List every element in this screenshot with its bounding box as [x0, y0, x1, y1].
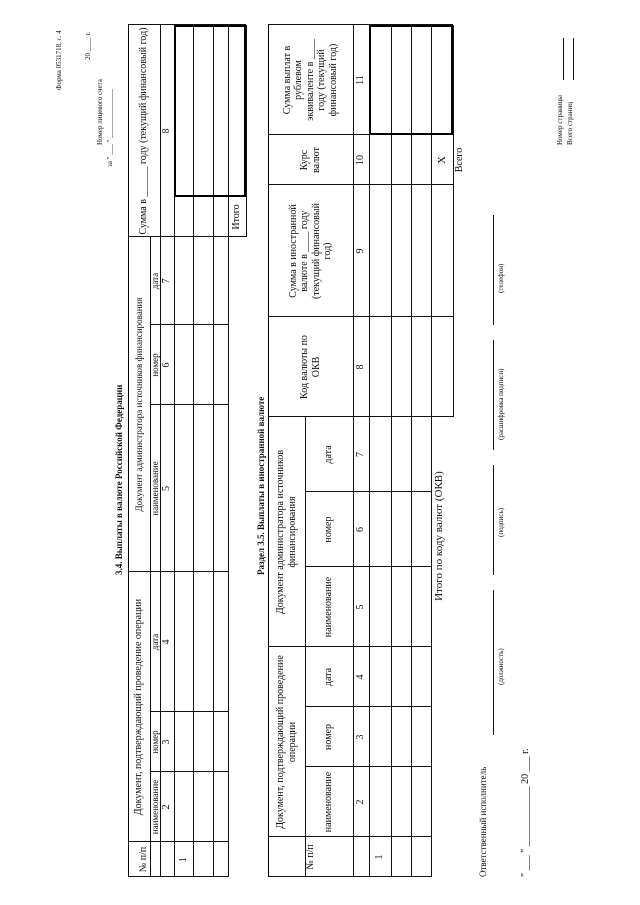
- t35-name-2: наименование: [323, 576, 335, 638]
- t35-colnum-9: 9: [355, 248, 367, 254]
- t34-colnum-6: 6: [161, 362, 173, 368]
- t35-date-2: дата: [323, 445, 335, 464]
- t34-number-2: номер: [149, 353, 160, 377]
- pages-total-label: Всего страниц: [566, 101, 574, 145]
- signature-caption: (подпись): [497, 507, 505, 537]
- t34-colnum-2: 2: [161, 804, 173, 810]
- t35-sum-rub: Сумма выплат в рублевом эквиваленте в ____ году (текущий финансовый год): [281, 39, 339, 121]
- t34-total-label: Итого: [231, 204, 243, 230]
- t34-colnum-4: 4: [161, 639, 173, 645]
- t35-doc-op-group: Документ, подтверждающий проведение операции: [275, 655, 298, 829]
- t35-number-1: номер: [323, 724, 335, 750]
- t35-date-1: дата: [323, 667, 335, 687]
- position-caption: (должность): [497, 648, 505, 685]
- t34-number-1: номер: [149, 730, 160, 754]
- t35-total-okv-label: Итого по коду валют (ОКВ): [432, 471, 445, 601]
- t35-colnum-7: 7: [355, 452, 367, 457]
- account-number-label: Номер лицевого счета: [96, 79, 104, 145]
- section-34-title: 3.4. Выплаты в валюте Российской Федерации: [114, 384, 124, 575]
- form-code: Форма 0531718, с. 4: [55, 30, 63, 90]
- t34-colnum-3: 3: [161, 739, 173, 745]
- section-35-title: Раздел 3.5. Выплаты в иностранной валюте: [256, 396, 266, 575]
- signature-date-line: " ___ " ____________ 20 ___ г.: [520, 748, 531, 877]
- t34-colnum-5: 5: [161, 486, 173, 491]
- header-date-tail: 20 ____ г.: [84, 31, 92, 60]
- executor-label: Ответственный исполнитель: [478, 766, 488, 877]
- t35-colnum-11: 11: [355, 75, 367, 85]
- t35-colnum-8: 8: [355, 364, 367, 370]
- t35-sum-box: [369, 25, 453, 135]
- header-date-label: за " ___ " ______________: [106, 88, 114, 167]
- t35-okv: Код валюты по ОКВ: [299, 335, 322, 399]
- t34-colnum-8: 8: [161, 128, 173, 134]
- t34-sum-header: Сумма в ______ году (текущий финансовый год): [138, 27, 150, 235]
- t35-colnum-4: 4: [355, 674, 367, 680]
- t35-colnum-5: 5: [355, 604, 367, 610]
- phone-caption: (телефон): [497, 263, 505, 293]
- page-number-label: Номер страницы: [556, 94, 564, 145]
- t35-sum-foreign: Сумма в иностранной валюте в ____ году (текущий финансовый год): [287, 203, 333, 299]
- t35-x-mark: X: [435, 156, 448, 164]
- t34-row1-num: 1: [177, 857, 189, 862]
- t35-row1-num: 1: [374, 854, 386, 860]
- t35-colnum-10: 10: [355, 155, 367, 165]
- t35-number-2: номер: [323, 516, 335, 543]
- t34-name-1: наименование: [149, 779, 160, 835]
- t34-doc-op-group: Документ, подтверждающий проведение операции: [133, 598, 145, 816]
- t35-colnum-3: 3: [355, 734, 367, 740]
- t35-colnum-6: 6: [355, 527, 367, 532]
- t34-sum-box: [174, 25, 246, 197]
- t34-doc-admin-group: Документ администратора источников финансирования: [133, 297, 144, 512]
- t34-colnum-7: 7: [161, 278, 173, 284]
- t35-colnum-2: 2: [355, 799, 367, 805]
- t35-grand-total-label: Всего: [454, 147, 466, 173]
- t34-col-num: № п/п: [138, 846, 150, 873]
- t35-rate: Курс валют: [299, 147, 322, 173]
- t34-date-1: дата: [149, 633, 160, 651]
- t34-name-2: наименование: [149, 461, 160, 516]
- t35-doc-admin-group: Документ администратора источников финансирования: [275, 449, 298, 615]
- decoding-caption: (расшифровка подписи): [497, 368, 505, 440]
- t34-date-2: дата: [149, 272, 160, 290]
- t35-name-1: наименование: [323, 771, 335, 833]
- t35-col-num: № п/п: [304, 844, 316, 870]
